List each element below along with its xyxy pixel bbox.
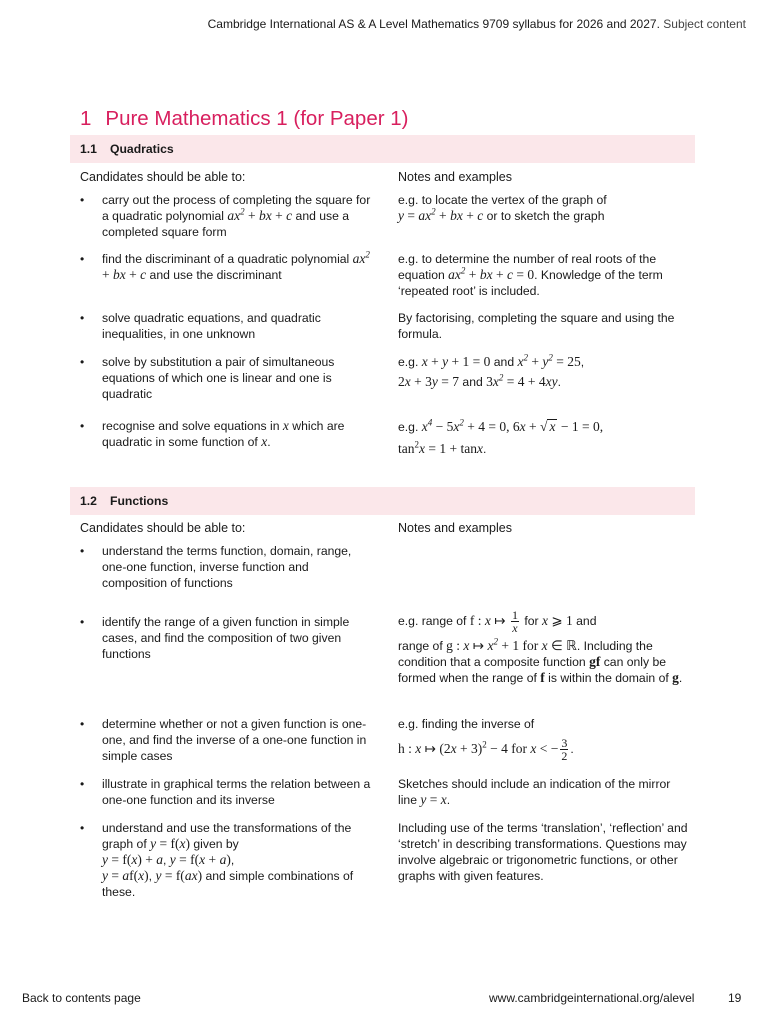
- note-text: e.g. to locate the vertex of the graph of $y = ax^2$ + bx + c or to sketch the graph: [398, 193, 607, 223]
- column-heading-notes: Notes and examples: [398, 170, 512, 184]
- note-text: e.g. $x^4 - 5x^2 + 4 = 0$, 6x + √ x − 1 = 0, $\tan^2x = 1 + \tan x$.: [398, 417, 604, 456]
- header-section: Subject content: [663, 17, 746, 31]
- column-heading-notes: Notes and examples: [398, 521, 512, 535]
- note-text: Sketches should include an indication of the mirror line y = x.: [398, 777, 671, 807]
- objective-text: understand the terms function, domain, range, one-one function, inverse function and composition of functions: [102, 544, 352, 590]
- section-number: 1.1: [80, 142, 97, 156]
- bullet-icon: •: [80, 615, 85, 629]
- objective-text: identify the range of a given function in simple cases, and find the composition of two given functions: [102, 615, 350, 661]
- bullet-icon: •: [80, 821, 85, 835]
- note-text: Including use of the terms ‘translation’, ‘reflection’ and ‘stretch’ in describing transformations. Questions may involve algebraic or trigonometric functions, or other graphs with given features.: [398, 821, 688, 883]
- bullet-icon: •: [80, 717, 85, 731]
- title-number: 1: [80, 107, 92, 130]
- note-text: e.g. range of f : x ↦ $\frac{1}{x}$ for x ⩾ 1 and range of g : x ↦ $x^2 + 1$ for x ∈ ℝ. Including the condition that a composite function gf can only be formed when the range of f is within the domain of g.: [398, 608, 683, 685]
- bullet-icon: •: [80, 544, 85, 558]
- title-text: Pure Mathematics 1 (for Paper 1): [105, 107, 409, 130]
- back-to-contents-link[interactable]: Back to contents page: [22, 991, 141, 1005]
- section-number: 1.2: [80, 494, 97, 508]
- objective-text: understand and use the transformations of the graph of y = f(x) given by y = f(x) + a, y = f(x + a), y = af(x), y = f(ax) and simple combinations of these.: [102, 821, 354, 899]
- objective-text: determine whether or not a given function is one-one, and find the inverse of a one-one function in simple cases: [102, 717, 367, 763]
- objective-text: solve quadratic equations, and quadratic inequalities, in one unknown: [102, 311, 321, 341]
- objective-text: carry out the process of completing the square for a quadratic polynomial $ax^2$ + bx + c and use a completed square form: [102, 193, 371, 239]
- section-title: Quadratics: [110, 142, 174, 156]
- section-header-quadratics: [70, 135, 695, 163]
- page-header: [208, 16, 746, 32]
- objective-text: solve by substitution a pair of simultaneous equations of which one is linear and one is quadratic: [102, 355, 335, 401]
- header-text: Cambridge International AS & A Level Mathematics 9709 syllabus for 2026 and 2027.: [207, 17, 660, 31]
- objective-text: recognise and solve equations in x which are quadratic in some function of x.: [102, 418, 345, 449]
- section-header-functions: [70, 487, 695, 515]
- column-heading-candidates: Candidates should be able to:: [80, 521, 246, 535]
- bullet-icon: •: [80, 419, 85, 433]
- bullet-icon: •: [80, 311, 85, 325]
- bullet-icon: •: [80, 355, 85, 369]
- note-text: e.g. to determine the number of real roots of the equation $ax^2$ + bx + c = 0. Knowledge of the term ‘repeated root’ is included.: [398, 252, 663, 298]
- website-url[interactable]: www.cambridgeinternational.org/alevel: [489, 991, 695, 1005]
- column-heading-candidates: Candidates should be able to:: [80, 170, 246, 184]
- note-text: e.g. finding the inverse of h : x ↦ $(2x + 3)^2 - 4$ for x < − $\frac{3}{2}$ .: [398, 717, 574, 764]
- objective-text: find the discriminant of a quadratic polynomial $ax^2$ + bx + c and use the discriminant: [102, 249, 370, 282]
- page-title: [80, 106, 408, 132]
- section-title: Functions: [110, 494, 169, 508]
- page-number: 19: [728, 991, 742, 1005]
- bullet-icon: •: [80, 252, 85, 266]
- note-text: By factorising, completing the square and using the formula.: [398, 311, 675, 341]
- bullet-icon: •: [80, 193, 85, 207]
- objective-text: illustrate in graphical terms the relation between a one-one function and its inverse: [102, 777, 371, 807]
- bullet-icon: •: [80, 777, 85, 791]
- note-text: e.g. x + y + 1 = 0 and $x^2 + y^2 = 25$, 2x + 3y = 7 and $3x^2 = 4 + 4xy$.: [398, 352, 585, 389]
